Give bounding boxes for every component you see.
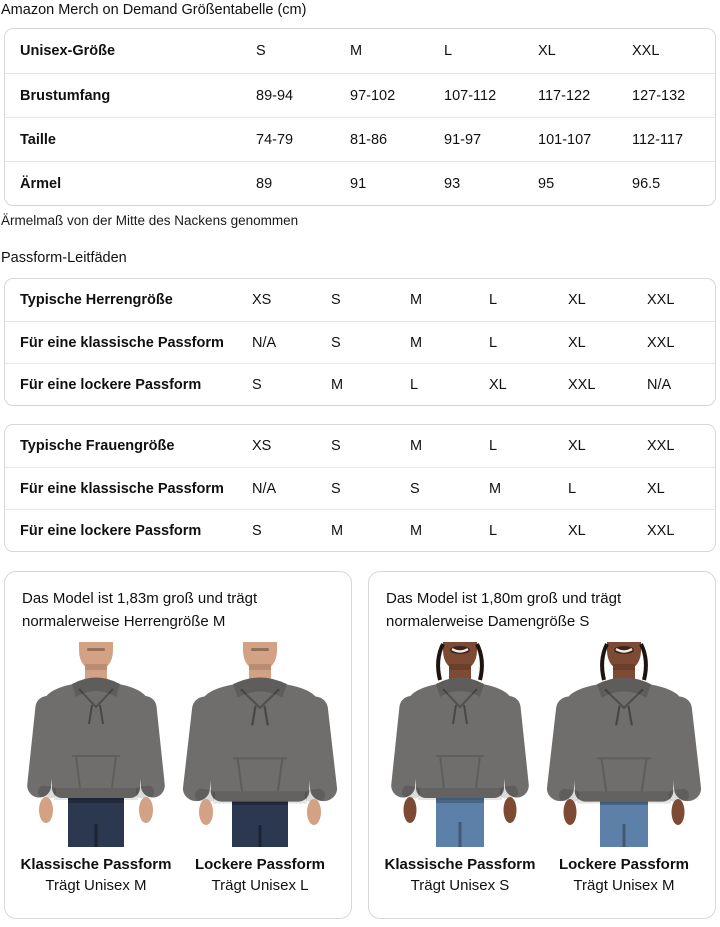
size-value: XL (568, 522, 586, 539)
size-value: S (252, 376, 262, 393)
model-card-women (368, 571, 716, 919)
model-figures (380, 642, 704, 894)
size-col-header: S (331, 438, 341, 454)
size-col-header: XS (252, 438, 272, 454)
table-row-classic-fit (5, 467, 715, 509)
row-label: Für eine klassische Passform (20, 334, 224, 351)
size-value: 127-132 (632, 87, 686, 104)
model-jeans (68, 798, 124, 847)
model-jeans (600, 800, 648, 847)
model-card-men (4, 571, 352, 919)
size-value: XXL (647, 522, 675, 539)
hoodie-garment (182, 677, 339, 803)
size-value: S (252, 522, 262, 539)
fit-table-header-row (5, 425, 715, 467)
size-value: 89-94 (256, 87, 294, 104)
wears-caption: Trägt Unisex S (410, 877, 510, 894)
size-col-header: XXL (647, 438, 675, 454)
model-jeans (436, 798, 484, 847)
wears-caption: Trägt Unisex M (45, 877, 147, 894)
row-label: Für eine klassische Passform (20, 480, 224, 497)
model-description: Das Model ist 1,83m groß und trägt normalerweise Herrengröße M (22, 590, 258, 630)
row-label: Typische Frauengröße (20, 438, 175, 454)
size-value: 117-122 (538, 87, 591, 104)
size-col-header: M (410, 438, 423, 454)
row-label: Typische Herrengröße (20, 292, 173, 308)
hoodie-garment (390, 678, 530, 801)
page-title: Amazon Merch on Demand Größentabelle (cm) (1, 2, 307, 18)
model-jeans (232, 800, 288, 847)
sleeve-footnote: Ärmelmaß von der Mitte des Nackens genommen (1, 213, 299, 228)
row-label: Unisex-Größe (20, 43, 116, 59)
model-head (438, 642, 482, 682)
model-figure-classic (380, 642, 540, 894)
model-description: Das Model ist 1,80m groß und trägt normalerweise Damengröße S (386, 590, 622, 630)
size-col-header: L (489, 292, 498, 308)
size-value: 96.5 (632, 175, 661, 192)
row-label: Für eine lockere Passform (20, 376, 202, 393)
size-table-header-row (5, 29, 715, 73)
table-row-loose-fit (5, 363, 715, 405)
size-col-header: XL (568, 292, 586, 308)
table-row-chest (5, 73, 715, 117)
size-col-header: XXL (632, 43, 660, 59)
size-value: 101-107 (538, 131, 592, 148)
row-label: Für eine lockere Passform (20, 522, 202, 539)
size-col-header: S (256, 43, 266, 59)
size-value: L (489, 522, 498, 539)
size-value: L (410, 376, 419, 393)
row-label: Brustumfang (20, 87, 111, 104)
size-col-header: M (350, 43, 363, 59)
fit-table-header-row (5, 279, 715, 321)
fit-caption: Lockere Passform (558, 856, 690, 873)
model-figures (16, 642, 340, 894)
model-figure-loose (180, 642, 340, 894)
row-label: Ärmel (20, 175, 62, 192)
size-value: XL (489, 376, 507, 393)
wears-caption: Trägt Unisex M (573, 877, 675, 894)
size-col-header: M (410, 292, 423, 308)
size-value: 91-97 (444, 131, 482, 148)
row-label: Taille (20, 131, 56, 148)
size-col-header: XXL (647, 292, 675, 308)
size-value: S (331, 480, 341, 497)
size-value: N/A (252, 334, 277, 351)
size-col-header: L (489, 438, 498, 454)
size-value: XXL (568, 376, 596, 393)
size-value: 89 (256, 175, 273, 192)
size-value: N/A (252, 480, 277, 497)
model-head (243, 642, 277, 682)
size-value: XL (647, 480, 665, 497)
male-classic-hoodie-image (16, 642, 176, 847)
model-head (602, 642, 646, 682)
hoodie-garment (546, 677, 703, 803)
size-value: 95 (538, 175, 555, 192)
size-value: M (331, 522, 344, 539)
fit-guides-heading: Passform-Leitfäden (1, 250, 127, 266)
size-value: 93 (444, 175, 461, 192)
size-value: 74-79 (256, 131, 294, 148)
model-head (79, 642, 113, 682)
size-col-header: S (331, 292, 341, 308)
female-classic-hoodie-image (380, 642, 540, 847)
unisex-size-table (4, 28, 716, 206)
model-cards (4, 571, 716, 919)
size-value: M (489, 480, 502, 497)
size-col-header: XS (252, 292, 272, 308)
size-value: 91 (350, 175, 367, 192)
model-figure-loose (544, 642, 704, 894)
size-value: S (331, 334, 341, 351)
size-value: L (568, 480, 577, 497)
size-value: 107-112 (444, 87, 497, 104)
table-row-waist (5, 117, 715, 161)
fit-caption: Klassische Passform (20, 856, 172, 873)
model-figure-classic (16, 642, 176, 894)
size-value: XL (568, 334, 586, 351)
size-chart-page (0, 2, 720, 919)
fit-caption: Lockere Passform (194, 856, 326, 873)
female-loose-hoodie-image (544, 642, 704, 847)
fit-caption: Klassische Passform (384, 856, 536, 873)
size-value: XXL (647, 334, 675, 351)
wears-caption: Trägt Unisex L (211, 877, 309, 894)
male-loose-hoodie-image (180, 642, 340, 847)
size-value: 81-86 (350, 131, 388, 148)
hoodie-garment (26, 678, 166, 801)
size-col-header: XL (538, 43, 556, 59)
size-value: S (410, 480, 420, 497)
size-value: M (410, 522, 423, 539)
table-row-classic-fit (5, 321, 715, 363)
size-value: M (331, 376, 344, 393)
fit-table-women (4, 424, 716, 552)
size-value: 112-117 (632, 131, 684, 148)
size-value: 97-102 (350, 87, 396, 104)
size-value: M (410, 334, 423, 351)
size-col-header: L (444, 43, 453, 59)
table-row-loose-fit (5, 509, 715, 551)
size-col-header: XL (568, 438, 586, 454)
size-value: L (489, 334, 498, 351)
size-value: N/A (647, 376, 672, 393)
fit-table-men (4, 278, 716, 406)
table-row-sleeve (5, 161, 715, 205)
